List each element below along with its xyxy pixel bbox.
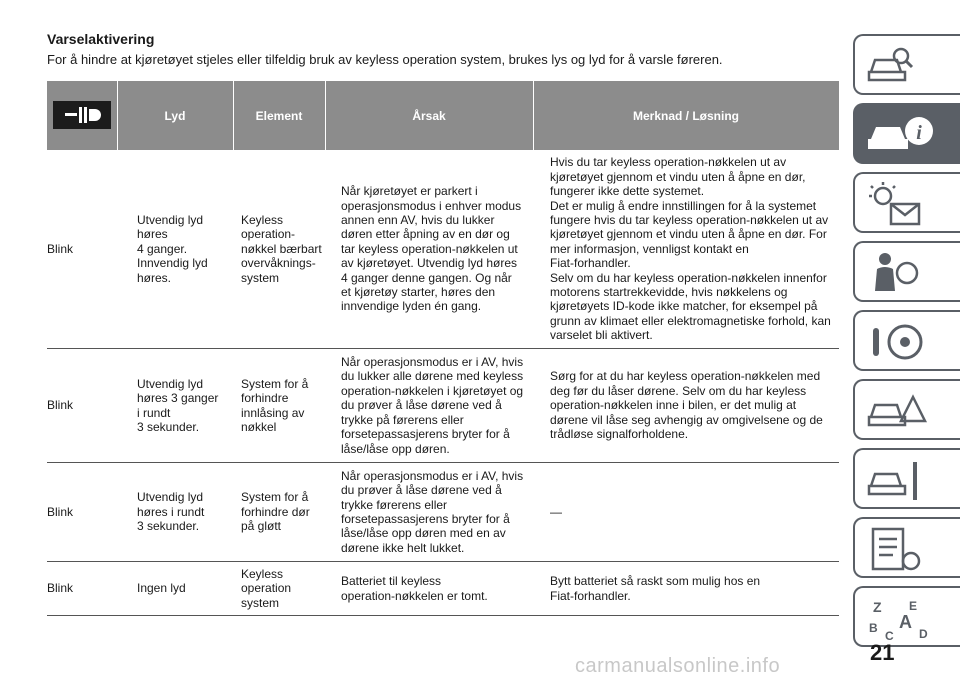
cell-arsak: Når operasjonsmodus er i AV, hvis du prøver å låse dørene ved å trykke førerens eller forsetepassasjerens bryter for å låse/låse opp døren med en av dørene ikke helt lukket. [341, 468, 524, 555]
tab-warning-lights[interactable] [853, 172, 960, 233]
tab-alphabet-index[interactable] [853, 586, 960, 647]
svg-text:Z: Z [873, 599, 882, 615]
hazard-lights-icon [53, 101, 111, 129]
cell-signal: Blink [47, 398, 74, 413]
car-warning-triangle-icon [865, 387, 929, 437]
tab-car-search[interactable] [853, 34, 960, 95]
svg-text:D: D [919, 627, 928, 641]
cell-lyd: Utvendig lyd høres 3 ganger i rundt 3 sekunder. [137, 376, 219, 434]
header-lyd: Lyd [164, 108, 186, 123]
cell-arsak: Når operasjonsmodus er i AV, hvis du lukker alle dørene med keyless operation-nøkkelen i kjøretøyet og du prøver å låse dørene ved å trykke på førerens eller forsetepassasjerens bryter for å låse/låse opp døren. [341, 355, 524, 456]
cell-element: Keyless operation system [241, 566, 292, 610]
cell-element: System for å forhindre innlåsing av nøkkel [241, 376, 309, 434]
header-merknad: Merknad / Løsning [632, 108, 739, 123]
header-arsak: Årsak [412, 108, 446, 123]
table-row [47, 150, 839, 349]
table-row [47, 463, 839, 562]
warning-table [47, 81, 839, 616]
cell-arsak: Når kjøretøyet er parkert i operasjonsmodus i enhver modus annen enn AV, hvis du lukker døren etter åpning av en dør og tar keyless operation-nøkkelen ut av kjøretøyet. Utvendig lyd høres 4 ganger denne gangen. Og når et kjøretøy starter, høres den innvendige lyden én gang. [341, 184, 522, 314]
cell-merknad: — [550, 504, 562, 519]
tab-seatbelt-airbag[interactable] [853, 241, 960, 302]
svg-text:A: A [899, 612, 912, 632]
intro-text: For å hindre at kjøretøyet stjeles eller tilfeldig bruk av keyless operation system, brukes lys og lyd for å varsle føreren. [47, 52, 723, 67]
seatbelt-airbag-icon [865, 249, 925, 299]
tab-car-warning[interactable] [853, 379, 960, 440]
svg-text:C: C [885, 629, 894, 643]
cell-lyd: Ingen lyd [137, 581, 186, 596]
svg-text:B: B [869, 621, 878, 635]
cell-signal: Blink [47, 504, 74, 519]
svg-text:i: i [916, 122, 922, 144]
cell-lyd: Utvendig lyd høres 4 ganger. Innvendig lyd høres. [137, 212, 208, 285]
watermark: carmanualsonline.info [575, 655, 781, 677]
cell-element: System for å forhindre dør på gløtt [241, 490, 310, 534]
table-header [47, 81, 839, 150]
cell-merknad: Sørg for at du har keyless operation-nøkkelen med deg før du låser dørene. Selv om du har keyless operation-nøkkelen inne i bilen, er det mulig at dørene vil låse seg avhengig av omgivelsene og de trådløse signalforholdene. [550, 369, 823, 442]
cell-signal: Blink [47, 581, 74, 596]
table-row [47, 349, 839, 463]
section-title: Varselaktivering [47, 31, 155, 47]
cell-arsak: Batteriet til keyless operation-nøkkelen er tomt. [341, 574, 488, 603]
tab-checklist[interactable] [853, 517, 960, 578]
cell-signal: Blink [47, 241, 74, 256]
alphabet-index-icon [865, 594, 935, 644]
page-number: 21 [870, 640, 895, 665]
car-info-icon [865, 111, 935, 157]
tab-car-info[interactable] [853, 103, 960, 164]
svg-text:E: E [909, 599, 918, 613]
cell-merknad: Bytt batteriet så raskt som mulig hos en Fiat-forhandler. [550, 574, 761, 603]
steering-wheel-key-icon [865, 318, 929, 368]
tab-steering-key[interactable] [853, 310, 960, 371]
tab-car-tools[interactable] [853, 448, 960, 509]
header-element: Element [255, 108, 303, 123]
cell-merknad: Hvis du tar keyless operation-nøkkelen ut av kjøretøyet gjennom et vindu uten å åpne en dør, fungerer ikke dette systemet. Det er mulig å endre innstillingen for å la systemet fungere hvis du tar keyless operation-nøkkelen ut av kjøretøyet gjennom et vindu uten å åpne en dør. For mer informasjon, vennligst kontakt en Fiat-forhandler. Selv om du har keyless operation-nøkkelen innenfor motorens startrekkevidde, hvis nøkkelens og kjøretøyets ID-kode ikke matcher, for eksempel på grunn av klimaet eller elektromagnetiske forhold, kan varselet bli aktivert. [550, 155, 831, 343]
cell-element: Keyless operation- nøkkel bærbart overvåknings- system [241, 212, 322, 285]
warning-light-icon [865, 180, 925, 230]
checklist-settings-icon [865, 525, 929, 575]
car-search-icon [865, 42, 915, 88]
car-tools-icon [865, 456, 929, 506]
cell-lyd: Utvendig lyd høres i rundt 3 sekunder. [137, 490, 205, 534]
table-row [47, 562, 839, 616]
